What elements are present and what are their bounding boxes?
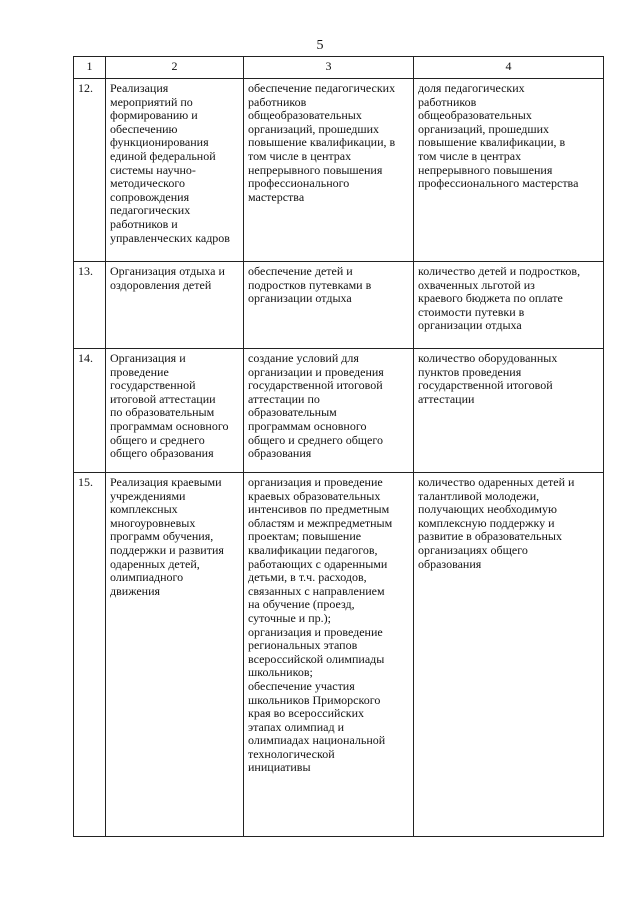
column-header-3: 3 xyxy=(244,57,414,79)
content-cell: обеспечение педагогических работников общеобразовательных организаций, прошедших повышение квалификации, в том числе в центрах непрерывного повышения профессионального мастерства xyxy=(244,79,414,262)
indicator-cell: количество оборудованных пунктов проведения государственной итоговой аттестации xyxy=(414,349,604,473)
row-number: 13. xyxy=(74,262,106,349)
table-row xyxy=(74,262,604,349)
column-header-1: 1 xyxy=(74,57,106,79)
content-cell: создание условий для организации и проведения государственной итоговой аттестации по образовательным программам основного общего и среднего общего образования xyxy=(244,349,414,473)
column-header-2: 2 xyxy=(106,57,244,79)
table-header-row xyxy=(74,57,604,79)
indicator-cell: доля педагогических работников общеобразовательных организаций, прошедших повышение квалификации, в том числе в центрах непрерывного повышения профессионального мастерства xyxy=(414,79,604,262)
content-cell: обеспечение детей и подростков путевками в организации отдыха xyxy=(244,262,414,349)
content-cell: организация и проведение краевых образовательных интенсивов по предметным областям и межпредметным проектам; повышение квалификации педагогов, работающих с одаренными детьми, в т.ч. расходов, связанных с направлением на обучение (проезд, суточные и пр.); организация и проведение региональных этапов всероссийской олимпиады школьников; обеспечение участия школьников Приморского края во всероссийских этапах олимпиад и олимпиадах национальной технологической инициативы xyxy=(244,473,414,837)
table-row xyxy=(74,473,604,837)
event-cell: Реализация краевыми учреждениями комплексных многоуровневых программ обучения, поддержки и развития одаренных детей, олимпиадного движения xyxy=(106,473,244,837)
page-number: 5 xyxy=(316,38,324,53)
row-number: 15. xyxy=(74,473,106,837)
table-row xyxy=(74,349,604,473)
indicator-cell: количество детей и подростков, охваченных льготой из краевого бюджета по оплате стоимости путевки в организации отдыха xyxy=(414,262,604,349)
event-cell: Организация и проведение государственной итоговой аттестации по образовательным программам основного общего и среднего общего образования xyxy=(106,349,244,473)
measures-table xyxy=(73,56,604,837)
column-header-4: 4 xyxy=(414,57,604,79)
event-cell: Организация отдыха и оздоровления детей xyxy=(106,262,244,349)
row-number: 12. xyxy=(74,79,106,262)
indicator-cell: количество одаренных детей и талантливой молодежи, получающих необходимую комплексную поддержку и развитие в образовательных организациях общего образования xyxy=(414,473,604,837)
row-number: 14. xyxy=(74,349,106,473)
event-cell: Реализация мероприятий по формированию и обеспечению функционирования единой федеральной системы научно- методического сопровождения педагогических работников и управленческих кадров xyxy=(106,79,244,262)
table-row xyxy=(74,79,604,262)
